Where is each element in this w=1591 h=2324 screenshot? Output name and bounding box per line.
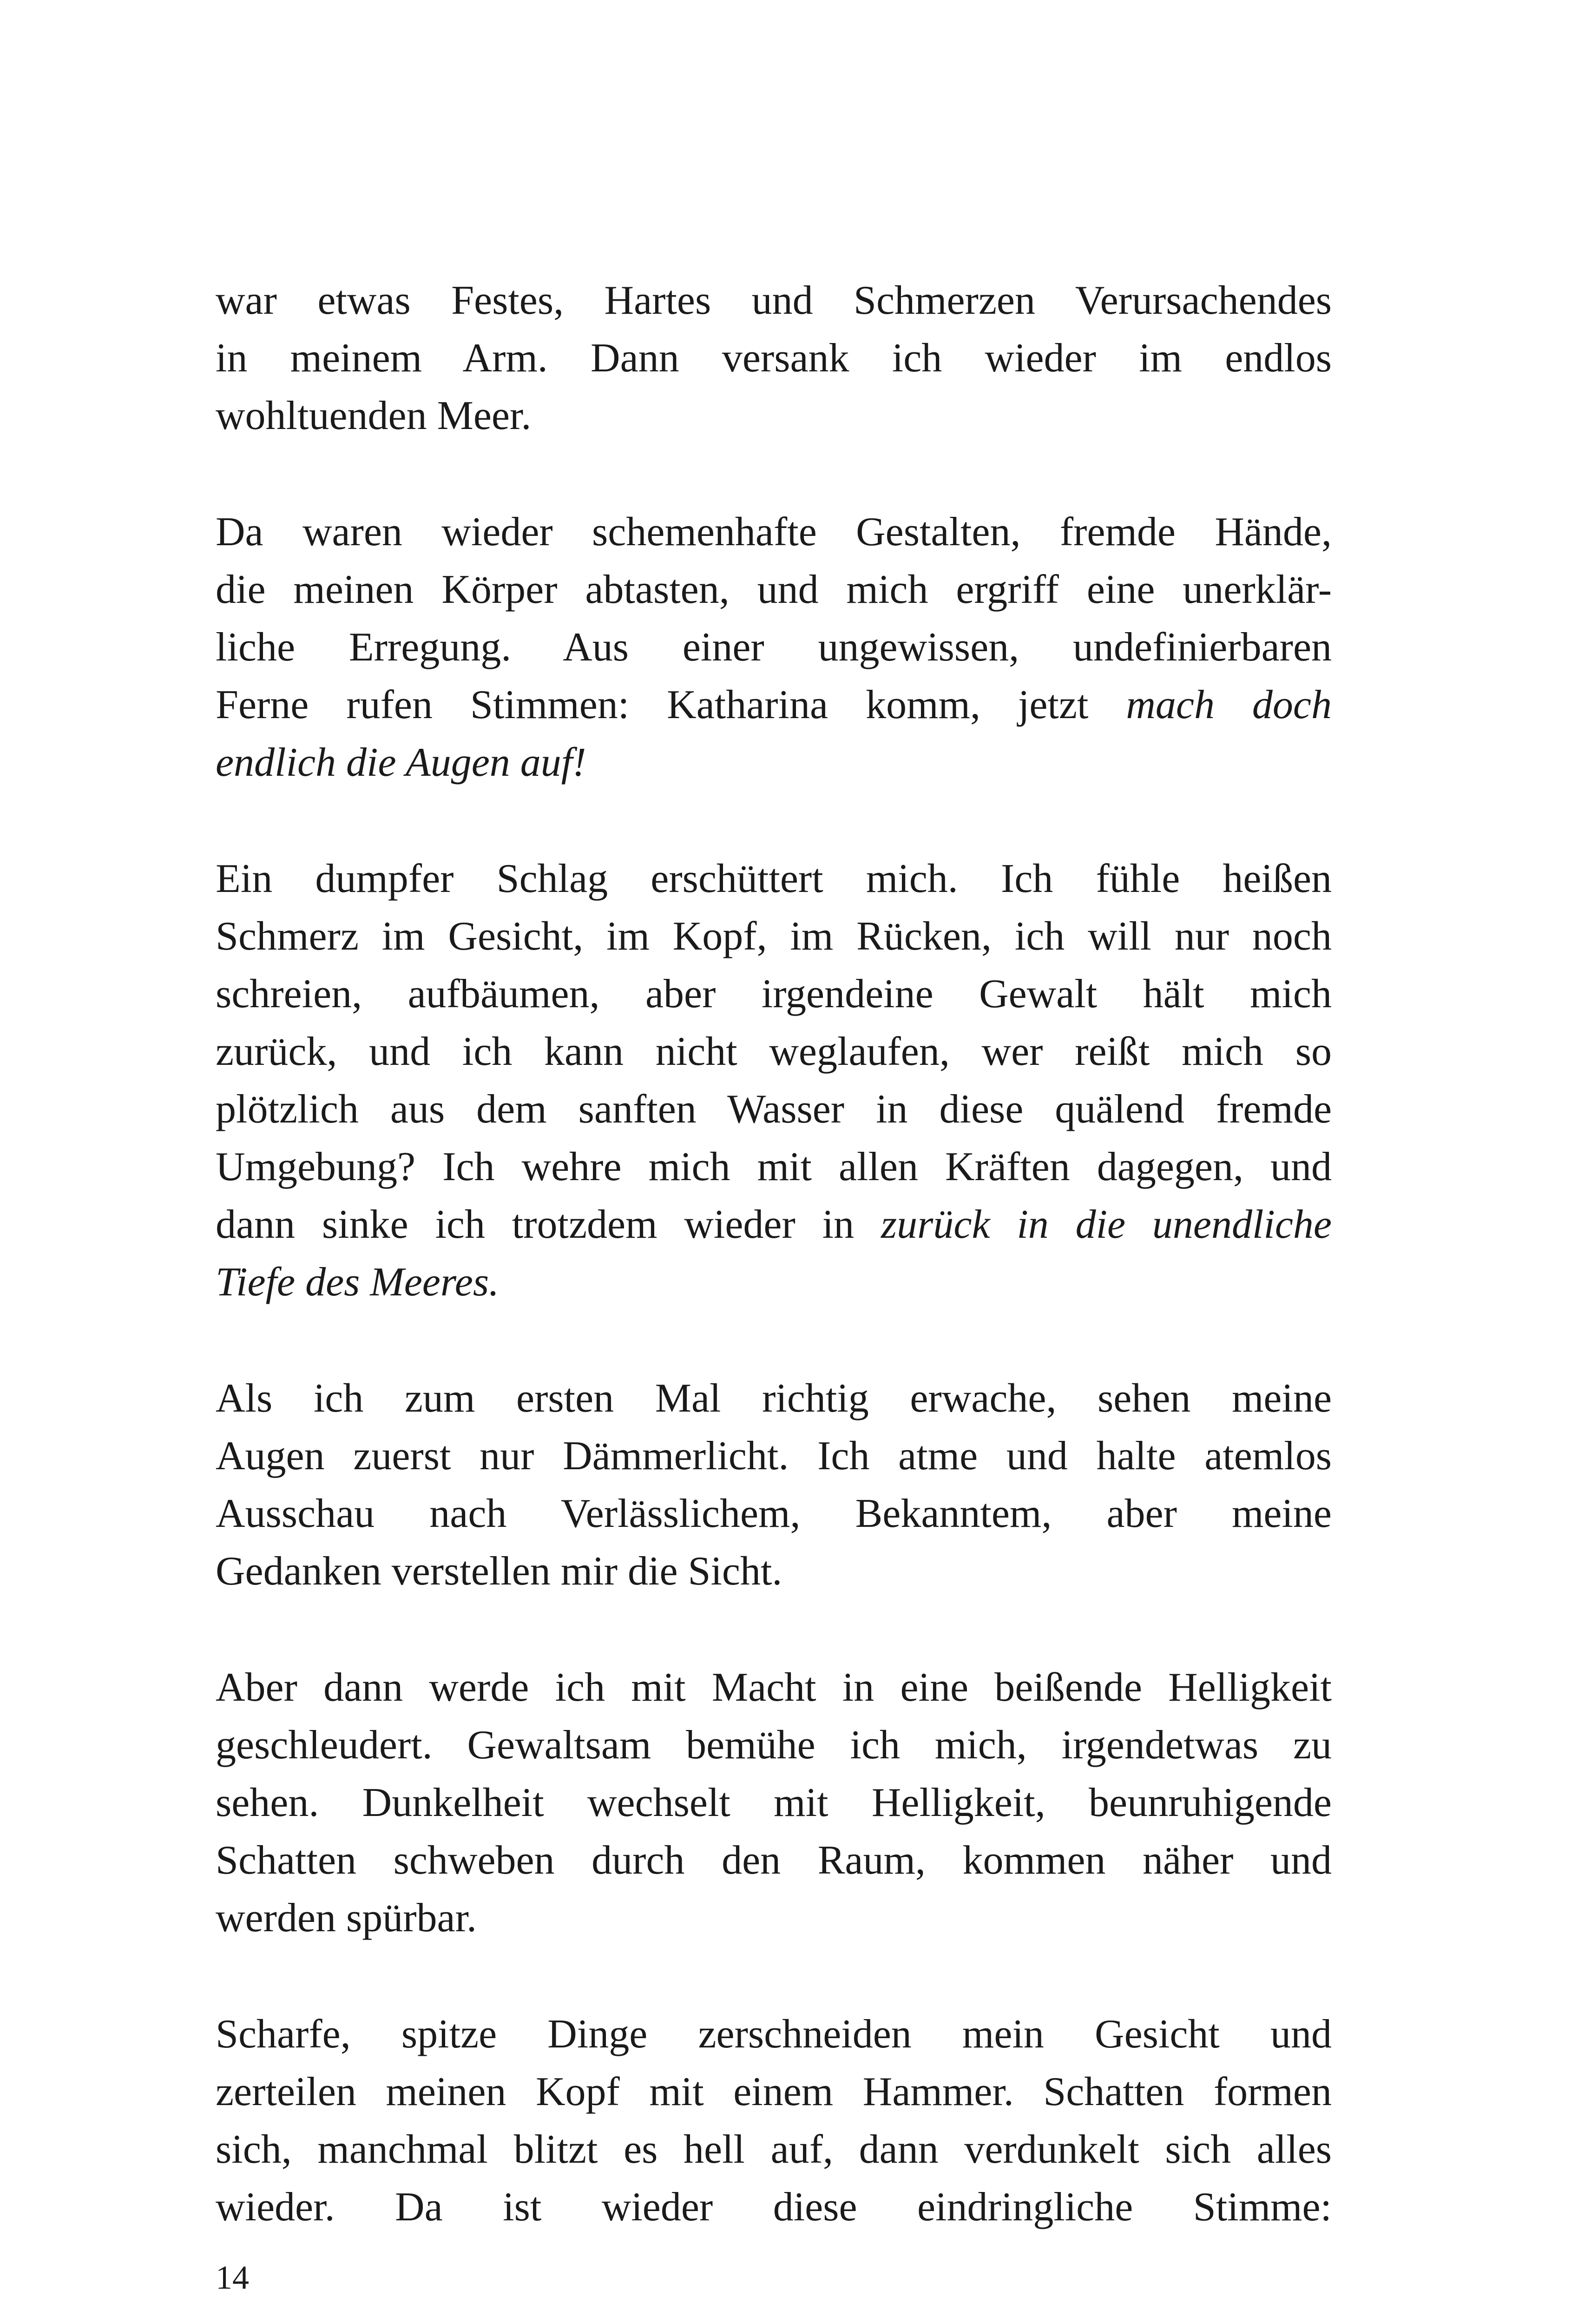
- text-run: in meinem Arm. Dann versank ich wieder im endlos: [216, 336, 1332, 381]
- text-line: [216, 1370, 1332, 1427]
- text-run: Ferne rufen Stimmen: Katharina komm, jetzt: [216, 682, 1126, 727]
- paragraph: [216, 1659, 1332, 1947]
- text-line: [216, 734, 1332, 792]
- text-run: Umgebung? Ich wehre mich mit allen Kräften dagegen, und: [216, 1144, 1332, 1189]
- text-run: liche Erregung. Aus einer ungewissen, undefinierbaren: [216, 625, 1332, 670]
- paragraph: [216, 2006, 1332, 2236]
- text-line: [216, 676, 1332, 734]
- text-run: sich, manchmal blitzt es hell auf, dann verdunkelt sich alles: [216, 2127, 1332, 2172]
- italic-text: Tiefe des Meeres.: [216, 1260, 500, 1305]
- text-line: [216, 387, 1332, 445]
- text-run: zerteilen meinen Kopf mit einem Hammer. Schatten formen: [216, 2069, 1332, 2114]
- text-run: Ein dumpfer Schlag erschüttert mich. Ich fühle heißen: [216, 856, 1332, 901]
- text-run: dann sinke ich trotzdem wieder in: [216, 1202, 881, 1247]
- text-run: die meinen Körper abtasten, und mich ergriff eine unerklär-: [216, 567, 1332, 612]
- text-line: [216, 1717, 1332, 1774]
- text-line: [216, 1543, 1332, 1600]
- paragraph: [216, 272, 1332, 445]
- italic-text: endlich die Augen auf!: [216, 740, 586, 785]
- text-line: [216, 1138, 1332, 1196]
- text-run: Schmerz im Gesicht, im Kopf, im Rücken, ich will nur noch: [216, 914, 1332, 959]
- text-line: [216, 965, 1332, 1023]
- text-line: [216, 1832, 1332, 1889]
- text-line: [216, 2006, 1332, 2063]
- text-line: [216, 2063, 1332, 2121]
- text-line: [216, 908, 1332, 965]
- text-line: [216, 1023, 1332, 1081]
- text-line: [216, 503, 1332, 561]
- text-line: [216, 619, 1332, 676]
- text-run: Gedanken verstellen mir die Sicht.: [216, 1549, 782, 1594]
- text-line: [216, 272, 1332, 330]
- text-line: [216, 561, 1332, 619]
- page-number: 14: [216, 2259, 249, 2296]
- text-line: [216, 2179, 1332, 2236]
- text-run: plötzlich aus dem sanften Wasser in diese quälend fremde: [216, 1087, 1332, 1132]
- text-line: [216, 1659, 1332, 1717]
- text-run: Schatten schweben durch den Raum, kommen näher und: [216, 1838, 1332, 1883]
- text-line: [216, 1774, 1332, 1832]
- text-run: geschleudert. Gewaltsam bemühe ich mich, irgendetwas zu: [216, 1723, 1332, 1768]
- text-line: [216, 1196, 1332, 1254]
- text-run: sehen. Dunkelheit wechselt mit Helligkeit, beunruhigende: [216, 1780, 1332, 1825]
- text-run: Scharfe, spitze Dinge zerschneiden mein Gesicht und: [216, 2012, 1332, 2057]
- paragraph: [216, 850, 1332, 1311]
- text-run: Aber dann werde ich mit Macht in eine beißende Helligkeit: [216, 1665, 1332, 1710]
- text-run: Als ich zum ersten Mal richtig erwache, sehen meine: [216, 1376, 1332, 1421]
- text-line: [216, 1485, 1332, 1543]
- text-line: [216, 2121, 1332, 2179]
- text-run: wohltuenden Meer.: [216, 393, 532, 438]
- text-line: [216, 850, 1332, 908]
- text-run: Augen zuerst nur Dämmerlicht. Ich atme und halte atemlos: [216, 1433, 1332, 1479]
- body-text: [216, 272, 1332, 2295]
- italic-text: mach doch: [1126, 682, 1332, 727]
- text-run: Ausschau nach Verlässlichem, Bekanntem, aber meine: [216, 1491, 1332, 1536]
- text-line: [216, 1427, 1332, 1485]
- text-line: [216, 330, 1332, 387]
- paragraph: [216, 1370, 1332, 1600]
- text-line: [216, 1889, 1332, 1947]
- text-run: werden spürbar.: [216, 1895, 477, 1941]
- text-run: war etwas Festes, Hartes und Schmerzen Verursachendes: [216, 278, 1332, 323]
- paragraph: [216, 503, 1332, 792]
- text-run: wieder. Da ist wieder diese eindringliche Stimme:: [216, 2185, 1332, 2230]
- text-line: [216, 1254, 1332, 1311]
- text-run: zurück, und ich kann nicht weglaufen, wer reißt mich so: [216, 1029, 1332, 1074]
- italic-text: zurück in die unendliche: [881, 1202, 1332, 1247]
- text-run: schreien, aufbäumen, aber irgendeine Gewalt hält mich: [216, 971, 1332, 1017]
- text-run: Da waren wieder schemenhafte Gestalten, fremde Hände,: [216, 509, 1332, 555]
- text-line: [216, 1081, 1332, 1138]
